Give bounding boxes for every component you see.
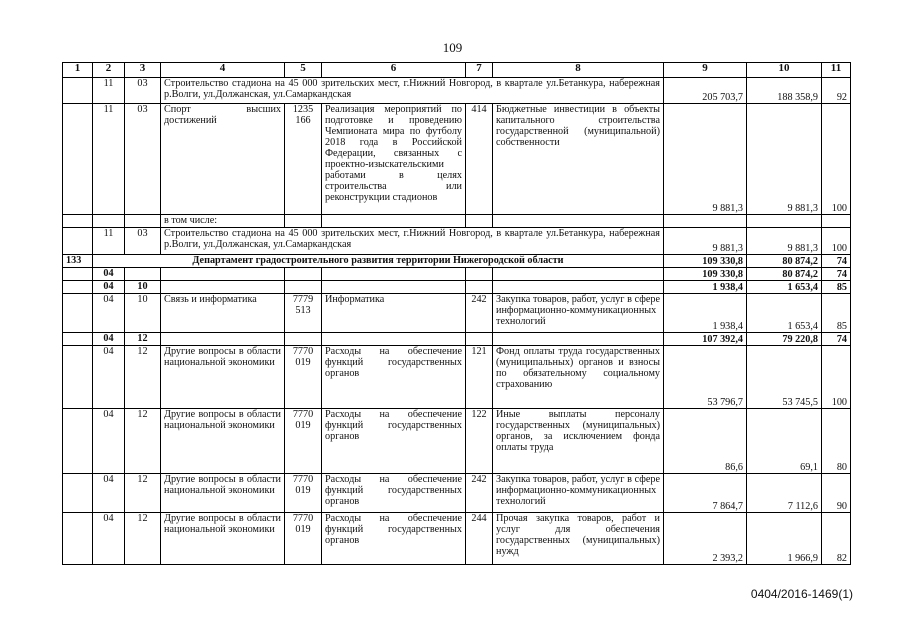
- cell-c2: 04: [93, 281, 125, 294]
- cell-c7: [466, 268, 493, 281]
- cell-c2: 11: [93, 104, 125, 215]
- cell-c2: 04: [93, 294, 125, 333]
- header-cell: 5: [285, 63, 322, 78]
- cell-c3: 12: [125, 409, 161, 474]
- header-cell: 10: [747, 63, 822, 78]
- cell-c11: 82: [822, 513, 851, 565]
- cell-c4: [161, 268, 285, 281]
- cell-c4: Спорт высших достижений: [161, 104, 285, 215]
- header-cell: 9: [664, 63, 747, 78]
- table-row: [63, 513, 851, 565]
- cell-c8: [493, 268, 664, 281]
- cell-c1: [63, 281, 93, 294]
- page-number: 109: [442, 40, 463, 55]
- cell-c10: 1 966,9: [747, 513, 822, 565]
- section-row: [63, 268, 851, 281]
- cell-c3: 03: [125, 78, 161, 104]
- cell-c6: Реализация мероприятий по подготовке и проведению Чемпионата мира по футболу 2018 года в Российской Федерации, связанных с проектно-изыскательскими работами в целях строительства или реконструкции стадионов: [322, 104, 466, 215]
- cell-c8: Фонд оплаты труда государственных (муниципальных) органов и взносы по обязательному социальному страхованию: [493, 346, 664, 409]
- cell-c1: [63, 409, 93, 474]
- cell-c3: 12: [125, 513, 161, 565]
- cell-c11: 90: [822, 474, 851, 513]
- cell-c1: [63, 294, 93, 333]
- cell-c9: 53 796,7: [664, 346, 747, 409]
- header-cell: 6: [322, 63, 466, 78]
- cell-c2: [93, 215, 125, 228]
- cell-c5: 7770 019: [285, 474, 322, 513]
- table-row: [63, 215, 851, 228]
- table-row: [63, 294, 851, 333]
- cell-c6: [322, 281, 466, 294]
- cell-c2: 11: [93, 78, 125, 104]
- cell-c3: 10: [125, 294, 161, 333]
- cell-c3: 03: [125, 104, 161, 215]
- cell-c11: 85: [822, 294, 851, 333]
- cell-c9: 86,6: [664, 409, 747, 474]
- cell-c6: Расходы на обеспечение функций государственных органов: [322, 346, 466, 409]
- cell-c8: Прочая закупка товаров, работ и услуг для обеспечения государственных (муниципальных) нужд: [493, 513, 664, 565]
- cell-c7: 121: [466, 346, 493, 409]
- cell-c10: 7 112,6: [747, 474, 822, 513]
- cell-c10: 1 653,4: [747, 294, 822, 333]
- cell-c10: 79 220,8: [747, 333, 822, 346]
- cell-c7: 242: [466, 294, 493, 333]
- cell-c9: 9 881,3: [664, 104, 747, 215]
- cell-c2: 04: [93, 333, 125, 346]
- header-row: [63, 63, 851, 78]
- header-cell: 7: [466, 63, 493, 78]
- cell-c10: 1 653,4: [747, 281, 822, 294]
- table-row: [63, 228, 851, 255]
- table-row: [63, 474, 851, 513]
- cell-c10: 188 358,9: [747, 78, 822, 104]
- cell-c2: 11: [93, 228, 125, 255]
- cell-c7: 244: [466, 513, 493, 565]
- cell-c10: 9 881,3: [747, 104, 822, 215]
- cell-c11: 100: [822, 346, 851, 409]
- cell-c8: [493, 333, 664, 346]
- cell-c9: 109 330,8: [664, 255, 747, 268]
- cell-c3: 03: [125, 228, 161, 255]
- table-row: [63, 346, 851, 409]
- cell-c2: 04: [93, 474, 125, 513]
- cell-c9: 205 703,7: [664, 78, 747, 104]
- cell-c1: [63, 333, 93, 346]
- cell-c1: [63, 215, 93, 228]
- cell-c2: 04: [93, 513, 125, 565]
- header-cell: 2: [93, 63, 125, 78]
- cell-c5: 1235 166: [285, 104, 322, 215]
- cell-object-name: Строительство стадиона на 45 000 зрительских мест, г.Нижний Новгород, в квартале ул.Бетанкура, набережная р.Волги, ул.Должанская, ул.Самаркандская: [161, 228, 664, 255]
- cell-c7: [466, 281, 493, 294]
- cell-c3: [125, 215, 161, 228]
- cell-c1: [63, 474, 93, 513]
- cell-object-name: Строительство стадиона на 45 000 зрительских мест, г.Нижний Новгород, в квартале ул.Бетанкура, набережная р.Волги, ул.Должанская, ул.Самаркандская: [161, 78, 664, 104]
- cell-c9: 9 881,3: [664, 228, 747, 255]
- cell-c11: 74: [822, 333, 851, 346]
- cell-c9: 109 330,8: [664, 268, 747, 281]
- cell-c6: Расходы на обеспечение функций государственных органов: [322, 409, 466, 474]
- header-cell: 1: [63, 63, 93, 78]
- cell-c5: [285, 215, 322, 228]
- cell-c6: Информатика: [322, 294, 466, 333]
- cell-c10: 53 745,5: [747, 346, 822, 409]
- cell-c10: 9 881,3: [747, 228, 822, 255]
- cell-c3: 12: [125, 333, 161, 346]
- cell-c4: Другие вопросы в области национальной экономики: [161, 409, 285, 474]
- cell-c4: Другие вопросы в области национальной экономики: [161, 474, 285, 513]
- cell-c1: [63, 346, 93, 409]
- cell-c5: [285, 281, 322, 294]
- cell-c11: 92: [822, 78, 851, 104]
- cell-c3: 12: [125, 474, 161, 513]
- cell-c7: [466, 215, 493, 228]
- cell-c8: [493, 215, 664, 228]
- cell-c2: 04: [93, 268, 125, 281]
- table-row: [63, 409, 851, 474]
- department-row: [63, 255, 851, 268]
- cell-c11: [822, 215, 851, 228]
- cell-c3: 12: [125, 346, 161, 409]
- cell-c6: Расходы на обеспечение функций государственных органов: [322, 474, 466, 513]
- section-row: [63, 333, 851, 346]
- cell-note: в том числе:: [161, 215, 285, 228]
- cell-c7: 242: [466, 474, 493, 513]
- cell-c11: 85: [822, 281, 851, 294]
- cell-c4: Другие вопросы в области национальной экономики: [161, 346, 285, 409]
- cell-c5: 7779 513: [285, 294, 322, 333]
- cell-c10: [747, 215, 822, 228]
- budget-table: [62, 62, 851, 565]
- cell-c2: 04: [93, 409, 125, 474]
- cell-c5: 7770 019: [285, 346, 322, 409]
- cell-c2: 04: [93, 346, 125, 409]
- cell-c11: 74: [822, 255, 851, 268]
- cell-c3: [125, 268, 161, 281]
- cell-c9: 7 864,7: [664, 474, 747, 513]
- cell-c5: 7770 019: [285, 513, 322, 565]
- cell-c4: Другие вопросы в области национальной экономики: [161, 513, 285, 565]
- header-cell: 4: [161, 63, 285, 78]
- cell-c7: [466, 333, 493, 346]
- cell-c7: 122: [466, 409, 493, 474]
- header-cell: 11: [822, 63, 851, 78]
- cell-c6: Расходы на обеспечение функций государственных органов: [322, 513, 466, 565]
- cell-c9: 2 393,2: [664, 513, 747, 565]
- cell-c8: Закупка товаров, работ, услуг в сфере информационно-коммуникационных технологий: [493, 294, 664, 333]
- cell-c1: 133: [63, 255, 93, 268]
- cell-c9: 1 938,4: [664, 294, 747, 333]
- cell-c8: Бюджетные инвестиции в объекты капитального строительства государственной (муниципальной) собственности: [493, 104, 664, 215]
- cell-c6: [322, 333, 466, 346]
- cell-c9: 1 938,4: [664, 281, 747, 294]
- cell-c3: 10: [125, 281, 161, 294]
- cell-c10: 80 874,2: [747, 268, 822, 281]
- cell-c6: [322, 215, 466, 228]
- cell-c11: 100: [822, 228, 851, 255]
- cell-c11: 80: [822, 409, 851, 474]
- document-code: 0404/2016-1469(1): [750, 587, 853, 601]
- cell-c1: [63, 268, 93, 281]
- cell-c1: [63, 104, 93, 215]
- cell-c4: [161, 333, 285, 346]
- cell-c4: Связь и информатика: [161, 294, 285, 333]
- cell-department-name: Департамент градостроительного развития территории Нижегородской области: [93, 255, 664, 268]
- cell-c8: [493, 281, 664, 294]
- header-cell: 3: [125, 63, 161, 78]
- cell-c4: [161, 281, 285, 294]
- section-row: [63, 281, 851, 294]
- cell-c7: 414: [466, 104, 493, 215]
- cell-c10: 69,1: [747, 409, 822, 474]
- cell-c5: [285, 333, 322, 346]
- cell-c5: [285, 268, 322, 281]
- cell-c11: 100: [822, 104, 851, 215]
- header-cell: 8: [493, 63, 664, 78]
- cell-c8: Иные выплаты персоналу государственных (муниципальных) органов, за исключением фонда оплаты труда: [493, 409, 664, 474]
- cell-c9: [664, 215, 747, 228]
- cell-c1: [63, 78, 93, 104]
- cell-c10: 80 874,2: [747, 255, 822, 268]
- cell-c6: [322, 268, 466, 281]
- cell-c1: [63, 228, 93, 255]
- cell-c8: Закупка товаров, работ, услуг в сфере информационно-коммуникационных технологий: [493, 474, 664, 513]
- cell-c11: 74: [822, 268, 851, 281]
- cell-c1: [63, 513, 93, 565]
- cell-c5: 7770 019: [285, 409, 322, 474]
- table-row: [63, 104, 851, 215]
- table-row: [63, 78, 851, 104]
- cell-c9: 107 392,4: [664, 333, 747, 346]
